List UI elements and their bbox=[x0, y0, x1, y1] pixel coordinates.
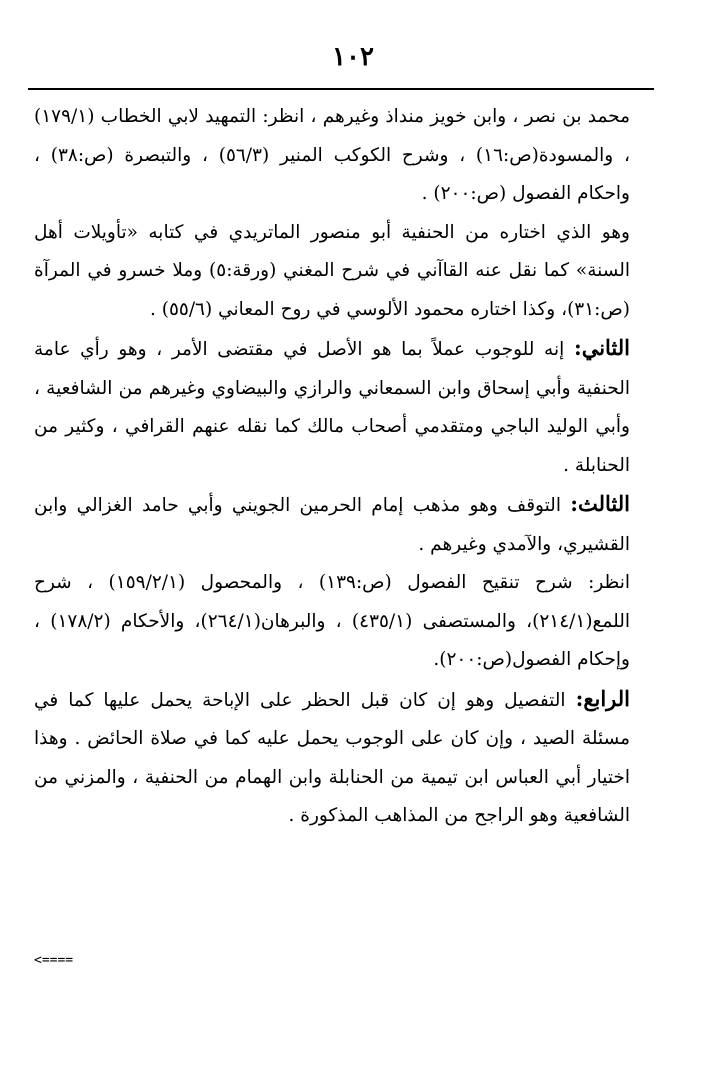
paragraph-second-opinion bbox=[34, 329, 630, 485]
paragraph-text: إنه للوجوب عملاً بما هو الأصل في مقتضى الأمر ، وهو رأي عامة الحنفية وأبي إسحاق وابن السمعاني والرازي والبيضاوي وغيرهم من الشافعية ، وأبي الوليد الباجي ومتقدمي أصحاب مالك كما نقله عنهم القرافي ، وكثير من الحنابلة . bbox=[34, 339, 630, 476]
paragraph-third-opinion bbox=[34, 485, 630, 564]
paragraph-text: محمد بن نصر ، وابن خويز منداذ وغيرهم ، انظر: التمهيد لابي الخطاب (١٧٩/١) ، والمسودة(ص:١٦) ، وشرح الكوكب المنير (٥٦/٣) ، والتبصرة (ص:٣٨) ، واحكام الفصول (ص:٢٠٠) . bbox=[34, 106, 630, 204]
opinion-label-fourth: الرابع: bbox=[575, 685, 630, 711]
continuation-arrow: <==== bbox=[34, 953, 74, 968]
paragraph-fourth-opinion bbox=[34, 680, 630, 836]
paragraph-text: التفصيل وهو إن كان قبل الحظر على الإباحة يحمل عليها كما في مسئلة الصيد ، وإن كان على الوجوب يحمل عليه كما في صلاة الحائض . وهذا اختيار أبي العباس ابن تيمية من الحنابلة وابن الهمام من الحنفية ، والمزني من الشافعية وهو الراجح من المذاهب المذكورة . bbox=[34, 689, 630, 826]
header-rule bbox=[28, 88, 654, 90]
opinion-label-third: الثالث: bbox=[570, 491, 630, 516]
paragraph-text: وهو الذي اختاره من الحنفية أبو منصور الماتريدي في كتابه «تأويلات أهل السنة» كما نقل عنه القاآني في شرح المغني (ورقة:٥) وملا خسرو في المرآة (ص:٣١)، وكذا اختاره محمود الألوسي في روح المعاني (٥٥/٦) . bbox=[34, 221, 630, 320]
page-number: ١٠٢ bbox=[332, 42, 374, 72]
paragraph-maturidi-view bbox=[34, 214, 630, 330]
body-text bbox=[34, 98, 630, 836]
paragraph-text: انظر: شرح تنقيح الفصول (ص:١٣٩) ، والمحصول (١٥٩/٢/١) ، شرح اللمع(٢١٤/١)، والمستصفى (٤٣٥/١) ، والبرهان(٢٦٤/١)، والأحكام (١٧٨/٢) ، وإحكام الفصول(ص:٢٠٠). bbox=[34, 572, 630, 670]
opinion-label-second: الثاني: bbox=[573, 335, 631, 360]
paragraph-text: التوقف وهو مذهب إمام الحرمين الجويني وأبي حامد الغزالي وابن القشيري، والآمدي وغيرهم . bbox=[34, 495, 630, 555]
paragraph-references-2 bbox=[34, 564, 630, 680]
paragraph-references-1 bbox=[34, 98, 630, 214]
